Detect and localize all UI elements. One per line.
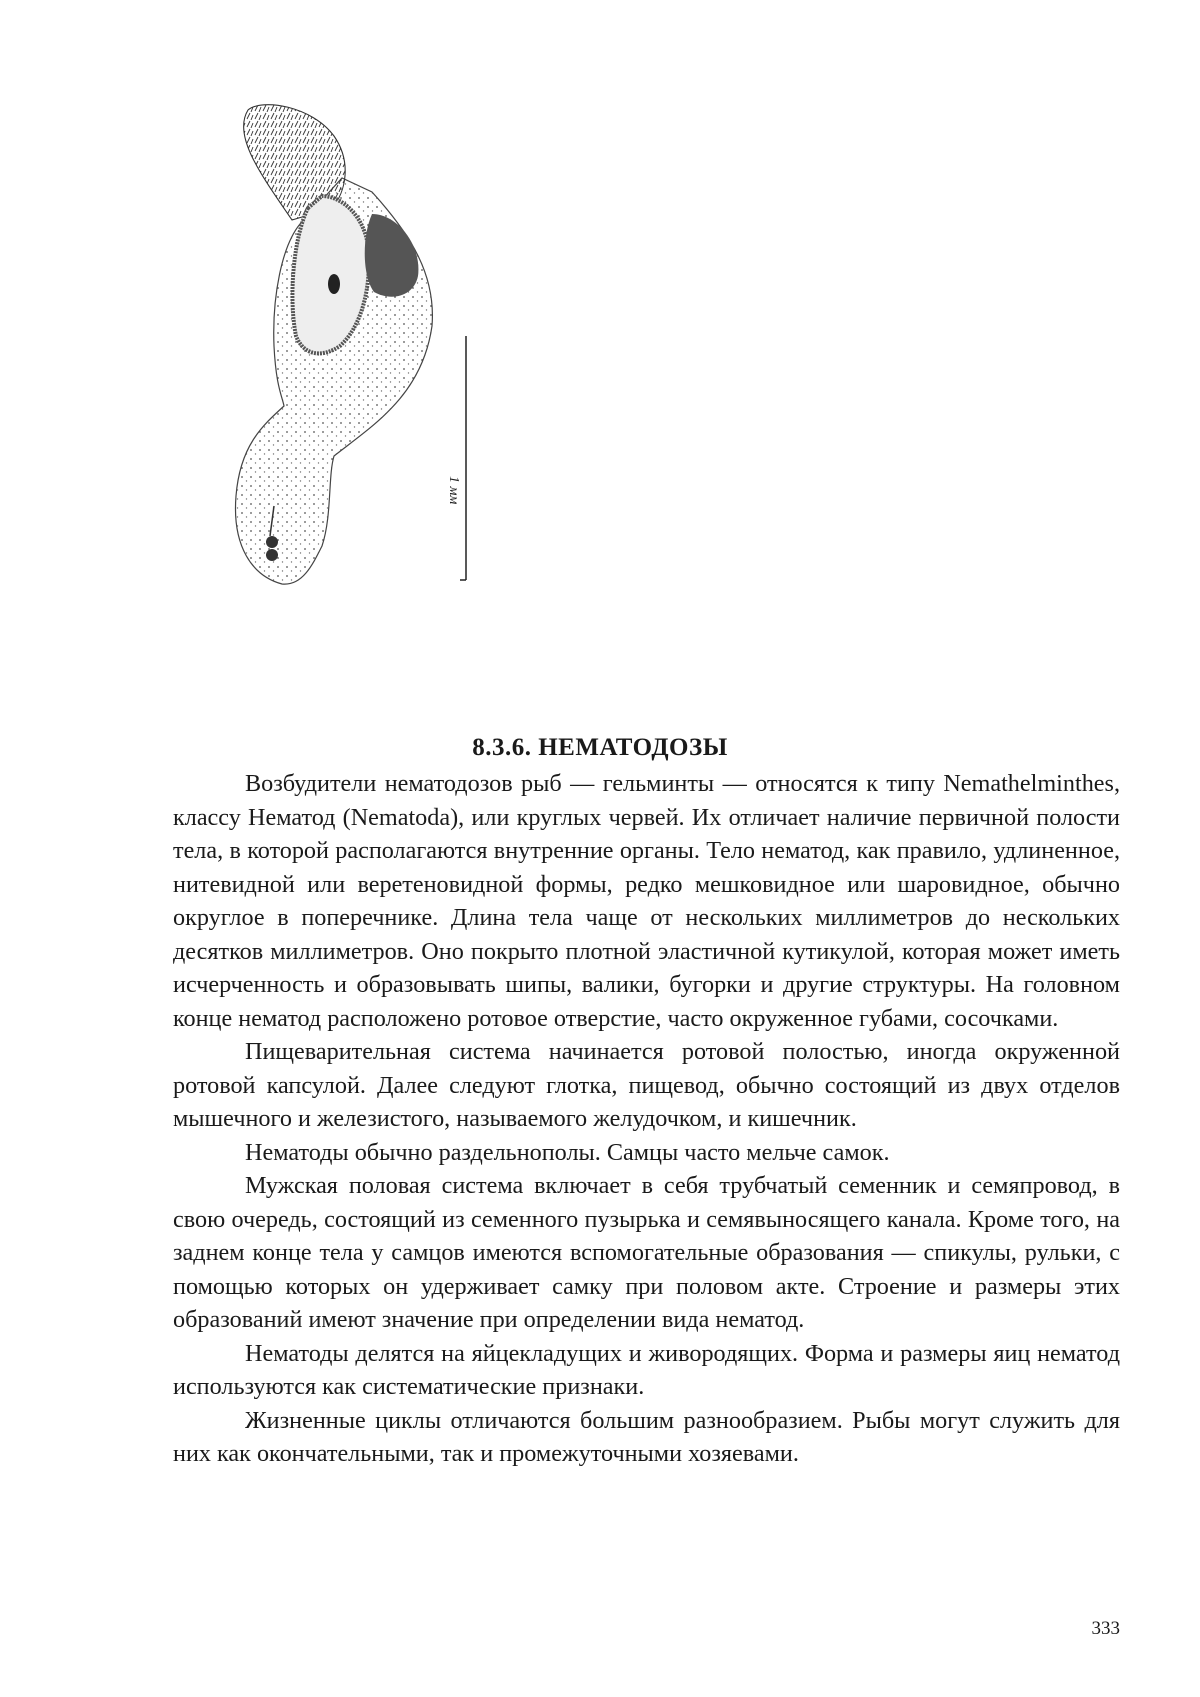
dark-organ — [365, 214, 419, 297]
section-heading: 8.3.6. НЕМАТОДОЗЫ — [472, 734, 728, 761]
paragraph: Возбудители нематодозов рыб — гельминты — относятся к типу Nemathelminthes, классу Нематод (Nematoda), или круглых червей. Их отличает наличие первичной полости тела, в которой располагаются внутренние органы. Тело нематод, как правило, удлиненное, нитевидной или веретеновидной формы, редко мешковидное или шаровидное, обычно округлое в поперечнике. Длина тела чаще от нескольких миллиметров до нескольких десятков миллиметров. Оно покрыто плотной эластичной кутикулой, которая может иметь исчерченность и образовывать шипы, валики, бугорки и другие структуры. На головном конце нематод расположено ротовое отверстие, часто окруженное губами, сосочками. — [173, 770, 1120, 1032]
paragraph: Жизненные циклы отличаются большим разнообразием. Рыбы могут служить для них как окончательными, так и промежуточными хозяевами. — [173, 1406, 1120, 1467]
nematode-drawing — [222, 96, 540, 682]
paragraph: Нематоды делятся на яйцекладущих и живородящих. Форма и размеры яиц нематод используются как систематические признаки. — [173, 1339, 1120, 1400]
tail-node-1 — [266, 536, 278, 548]
page-number: 333 — [1091, 1618, 1120, 1639]
nucleus-spot — [328, 274, 340, 294]
body-text — [173, 767, 1120, 1471]
scale-label: 1 мм — [446, 476, 461, 505]
paragraph: Пищеварительная система начинается ротовой полостью, иногда окруженной ротовой капсулой. Далее следуют глотка, пищевод, обычно состоящий из двух отделов мышечного и железистого, называемого желудочком, и кишечник. — [173, 1038, 1120, 1132]
paragraph: Нематоды обычно раздельнополы. Самцы часто мельче самок. — [245, 1138, 890, 1166]
tail-node-2 — [266, 549, 278, 561]
nematode-illustration — [222, 96, 540, 682]
paragraph: Мужская половая система включает в себя трубчатый семенник и семяпровод, в свою очередь, состоящий из семенного пузырька и семявыносящего канала. Кроме того, на заднем конце тела у самцов имеются вспомогательные образования — спикулы, рульки, с помощью которых он удерживает самку при половом акте. Строение и размеры этих образований имеют значение при определении вида нематод. — [173, 1172, 1120, 1333]
